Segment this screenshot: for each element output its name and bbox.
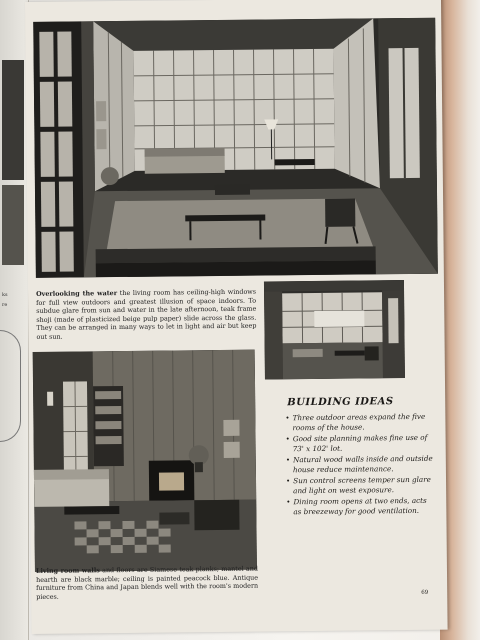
- facing-page-edge: [0, 0, 29, 640]
- top-caption-lead: Overlooking the water: [36, 289, 118, 298]
- bullet-icon: •: [285, 455, 291, 465]
- list-item: • Good site planning makes fine use of 73' x 102' lot.: [285, 432, 428, 454]
- facing-page-text-fragment-2: re: [2, 302, 8, 308]
- facing-page-photo-fragment-2: [2, 185, 24, 265]
- facing-page-text-fragment: ks: [2, 292, 8, 298]
- bottom-caption-text: and floors are Siamese teak planks; mantel and hearth are black marble; ceiling is painted peacock blue. Antique furniture from China and Japan blends well with the room's modern pieces.: [36, 564, 259, 601]
- bottom-caption-lead: Living room walls: [35, 566, 100, 575]
- bullet-icon: •: [285, 476, 291, 486]
- building-ideas-heading: BUILDING IDEAS: [287, 396, 394, 409]
- living-room-window-photo: [33, 18, 438, 278]
- building-ideas-list: [285, 412, 436, 519]
- top-caption-text: the living room has ceiling-high windows for full view outdoors and greatest illusion of space indoors. To subdue glare from sun and water in the late afternoon, teak frame shoji (made of plasticized beige pulp paper) slide across the glass. They can be arranged in many ways to let in light and air but keep out sun.: [36, 287, 257, 341]
- fireplace-living-room-photo: [33, 350, 257, 572]
- room-view-illustration: [264, 280, 405, 379]
- list-item: • Natural wood walls inside and outside house reduce maintenance.: [285, 453, 433, 475]
- list-item: • Dining room opens at two ends, acts as breezeway for good ventilation.: [286, 495, 427, 517]
- living-room-window-illustration: [33, 18, 438, 278]
- room-view-small-photo: [264, 280, 405, 379]
- facing-page-illustration: [0, 330, 21, 442]
- page-number: 69: [421, 589, 429, 596]
- magazine-page: [25, 0, 448, 634]
- bullet-icon: •: [285, 413, 290, 423]
- list-item: • Three outdoor areas expand the five rooms of the house.: [285, 411, 426, 433]
- bullet-icon: •: [285, 434, 290, 444]
- list-item: • Sun control screens temper sun glare and light on west exposure.: [285, 474, 431, 496]
- top-photo-caption: [36, 288, 257, 341]
- facing-page-photo-fragment: [2, 60, 24, 180]
- bottom-photo-caption: [36, 565, 258, 601]
- bullet-icon: •: [286, 497, 291, 507]
- fireplace-room-illustration: [33, 350, 257, 572]
